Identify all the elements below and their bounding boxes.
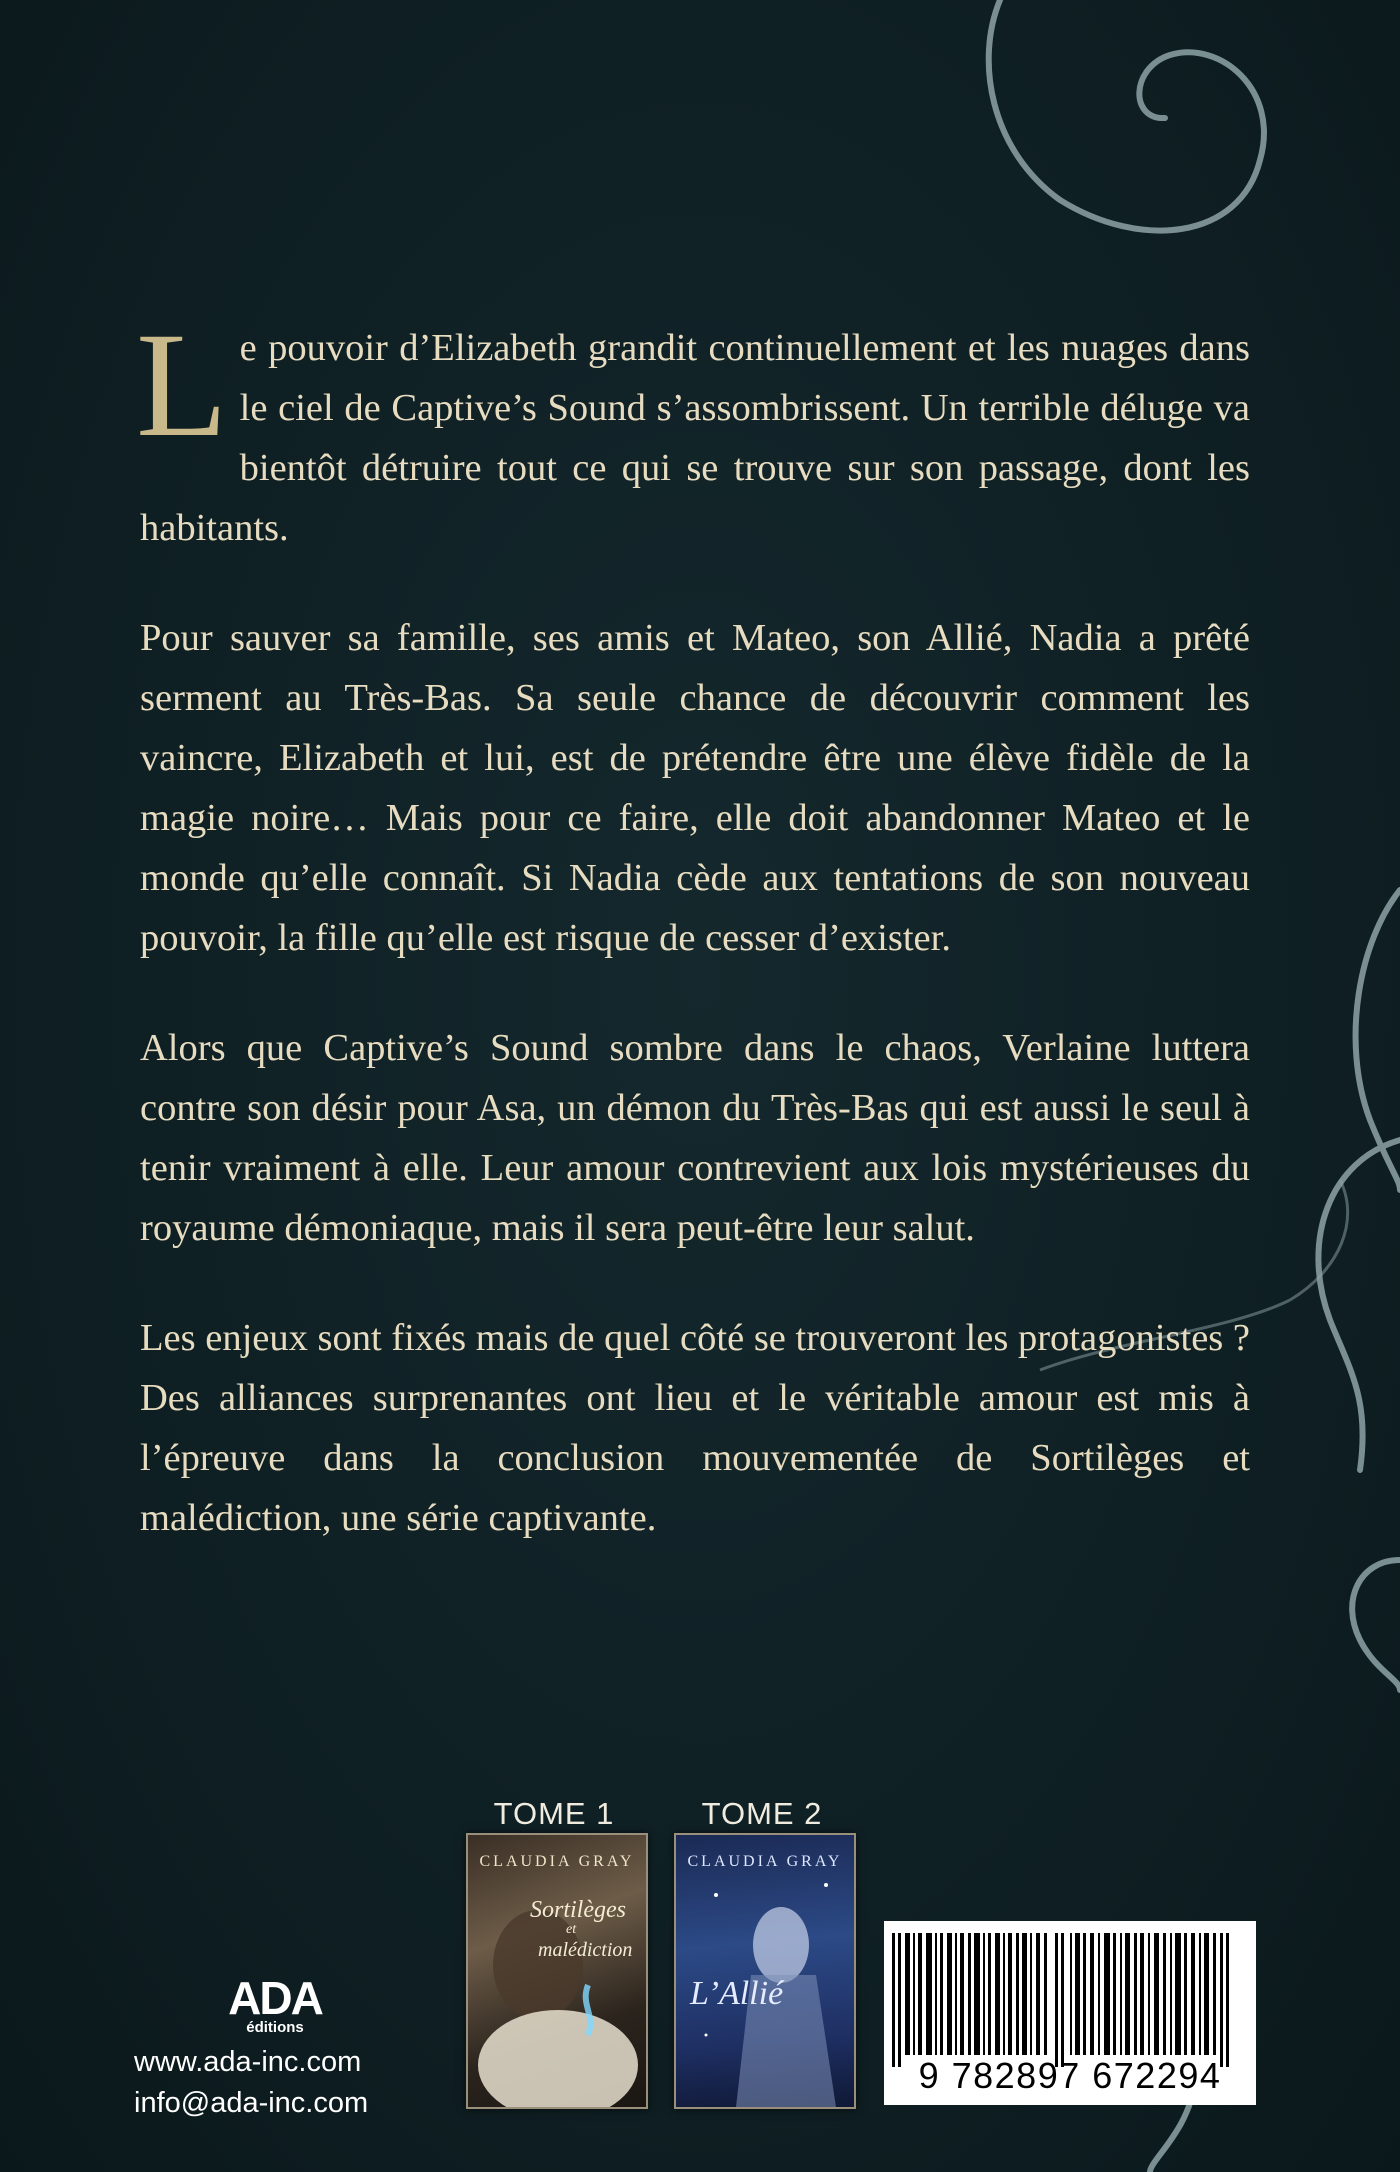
- book-2-title: L’Allié: [690, 1975, 784, 2012]
- blurb-paragraph-2: Pour sauver sa famille, ses amis et Mateo, son Allié, Nadia a prêté serment au Très-Bas. Sa seule chance de découvrir comment les vaincre, Elizabeth et lui, est de prétendre être une élève fidèle de la magie noire… Mais pour ce faire, elle doit abandonner Mateo et le monde qu’elle connaît. Si Nadia cède aux tentations de son nouveau pouvoir, la fille qu’elle est risque de cesser d’exister.: [140, 617, 1250, 959]
- publisher-contact: [134, 2042, 368, 2124]
- book-2-author: CLAUDIA GRAY: [687, 1853, 843, 1870]
- book-cover-tome-1: [466, 1833, 648, 2109]
- tome-1-label: TOME 1: [493, 1796, 615, 1831]
- isbn-barcode: [884, 1921, 1256, 2105]
- book-cover-tome-2: [674, 1833, 856, 2109]
- blurb-paragraph-4: Les enjeux sont fixés mais de quel côté se trouveront les protagonistes ? Des alliances surprenantes ont lieu et le véritable amour est mis à l’épreuve dans la conclusion mouvementée de Sortilèges et malédiction, une série captivante.: [140, 1317, 1250, 1539]
- publisher-email: info@ada-inc.com: [134, 2087, 369, 2119]
- back-cover-blurb: [136, 302, 1250, 1598]
- publisher-website: www.ada-inc.com: [134, 2046, 362, 2078]
- book-1-title-line-1: Sortilèges: [530, 1897, 626, 1923]
- blurb-paragraph-3: Alors que Captive’s Sound sombre dans le chaos, Verlaine luttera contre son désir pour Asa, un démon du Très-Bas qui est aussi le seul à tenir vraiment à elle. Leur amour contrevient aux lois mystérieuses du royaume démoniaque, mais il sera peut-être leur salut.: [140, 1027, 1250, 1249]
- publisher-logo: [215, 1972, 335, 2036]
- book-1-title-line-2: et: [566, 1922, 577, 1937]
- publisher-logo-text: ADA: [228, 1972, 322, 2024]
- book-1-title: [530, 1897, 632, 1963]
- drop-cap: L: [136, 302, 228, 468]
- book-2-artwork: [676, 1835, 854, 2107]
- isbn-number: 9 782897 672294: [918, 2055, 1222, 2096]
- publisher-logo-subtext: éditions: [246, 2019, 304, 2036]
- book-1-author: CLAUDIA GRAY: [479, 1853, 635, 1870]
- book-1-artwork: [468, 1835, 646, 2107]
- blurb-paragraph-1-text: e pouvoir d’Elizabeth grandit continuellement et les nuages dans le ciel de Captive’s Sound s’assombrissent. Un terrible déluge va bientôt détruire tout ce qui se trouve sur son passage, dont les habitants.: [140, 327, 1250, 549]
- book-1-title-line-3: malédiction: [538, 1939, 633, 1961]
- tome-2-label: TOME 2: [701, 1796, 823, 1831]
- blurb-paragraph-1: [136, 302, 1250, 558]
